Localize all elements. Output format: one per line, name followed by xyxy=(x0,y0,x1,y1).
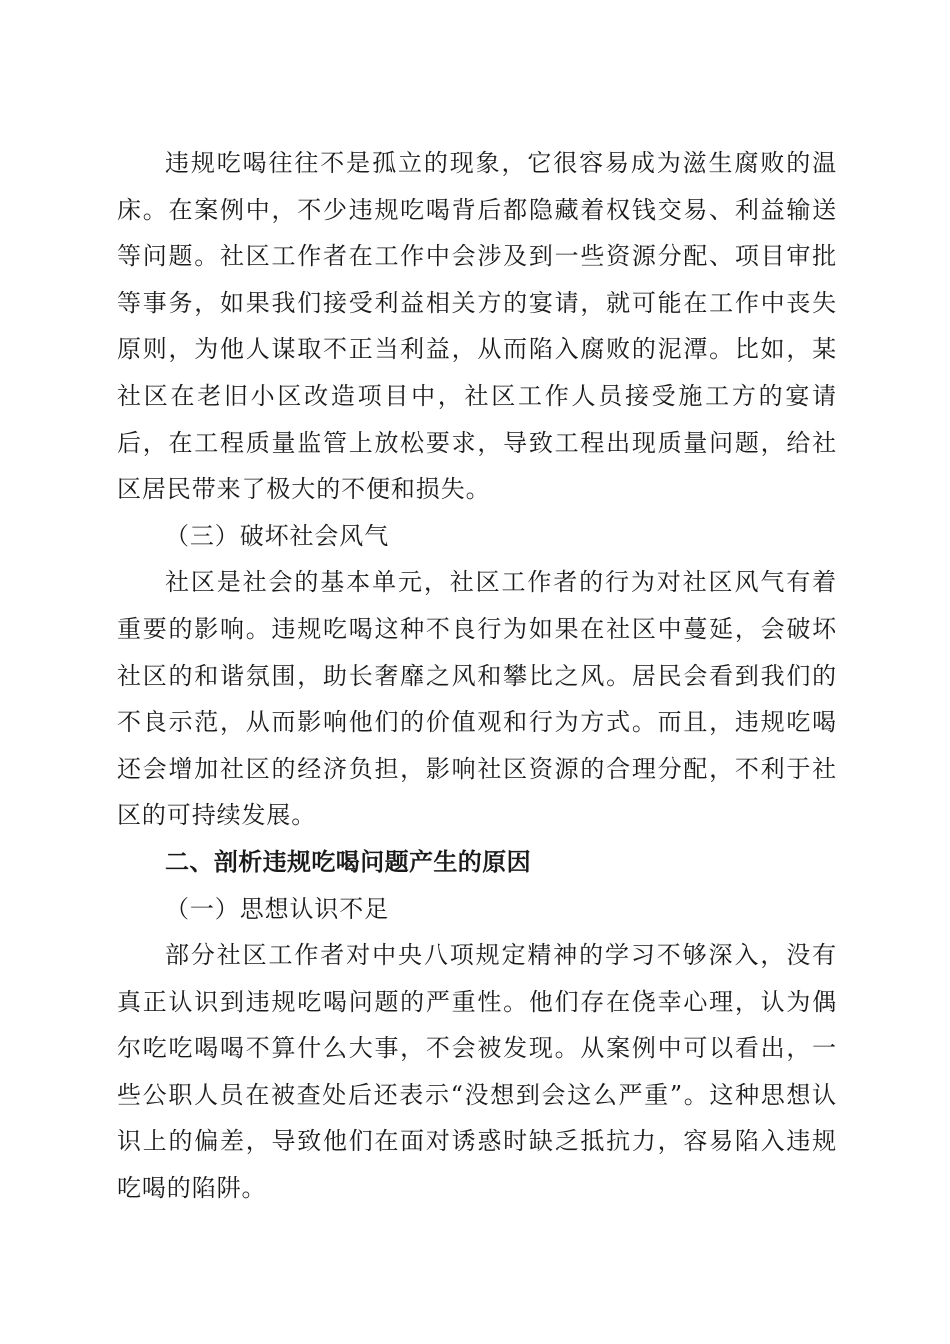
subheading-damage-social-ethos: （三）破坏社会风气 xyxy=(165,521,390,550)
subheading-insufficient-awareness: （一）思想认识不足 xyxy=(165,894,390,923)
section-heading-causes: 二、剖析违规吃喝问题产生的原因 xyxy=(165,847,531,876)
paragraph-awareness: 部分社区工作者对中央八项规定精神的学习不够深入，没有真正认识到违规吃喝问题的严重性。他们存在侥幸心理，认为偶尔吃吃喝喝不算什么大事，不会被发现。从案例中可以看出，一些公职人员在被查处后还表示“没想到会这么严重”。这种思想认识上的偏差，导致他们在面对诱惑时缺乏抵抗力，容易陷入违规吃喝的陷阱。 xyxy=(117,941,837,1203)
document-body xyxy=(117,140,837,1212)
paragraph-community-ethos: 社区是社会的基本单元，社区工作者的行为对社区风气有着重要的影响。违规吃喝这种不良行为如果在社区中蔓延，会破坏社区的和谐氛围，助长奢靡之风和攀比之风。居民会看到我们的不良示范，从而影响他们的价值观和行为方式。而且，违规吃喝还会增加社区的经济负担，影响社区资源的合理分配，不利于社区的可持续发展。 xyxy=(117,568,837,830)
paragraph-corruption-hotbed: 违规吃喝往往不是孤立的现象，它很容易成为滋生腐败的温床。在案例中，不少违规吃喝背后都隐藏着权钱交易、利益输送等问题。社区工作者在工作中会涉及到一些资源分配、项目审批等事务，如果我们接受利益相关方的宴请，就可能在工作中丧失原则，为他人谋取不正当利益，从而陷入腐败的泥潭。比如，某社区在老旧小区改造项目中，社区工作人员接受施工方的宴请后，在工程质量监管上放松要求，导致工程出现质量问题，给社区居民带来了极大的不便和损失。 xyxy=(117,149,837,504)
